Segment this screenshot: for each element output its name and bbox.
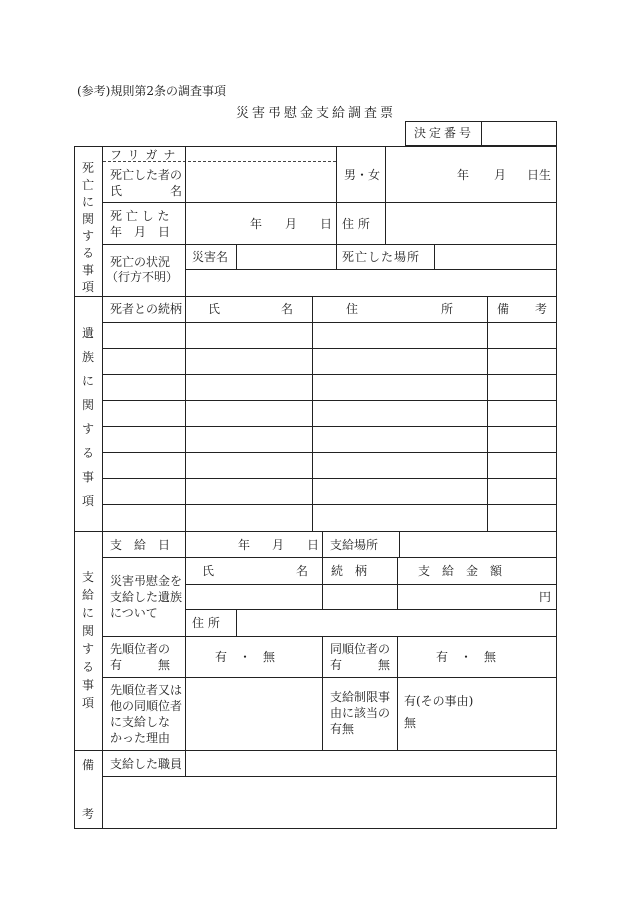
restriction-label-2: 由に該当の [330, 706, 391, 720]
remarks-field[interactable] [103, 777, 555, 827]
pay-month: 月 [272, 538, 285, 552]
family-col-name-2: 名 [281, 302, 294, 316]
sex-choice[interactable]: 男・女 [344, 168, 381, 182]
restriction-value-yes[interactable]: 有(その事由) [404, 694, 474, 708]
prior-rank-label-1: 先順位者の [110, 642, 171, 656]
pay-year: 年 [238, 538, 251, 552]
recipient-col-name-1: 氏 [202, 564, 215, 578]
decision-number-field[interactable] [482, 122, 556, 145]
yen-unit: 円 [539, 590, 552, 604]
pay-date-label: 支 給 日 [110, 538, 171, 552]
recipient-relation-field[interactable] [323, 585, 396, 608]
recipient-label-2: 支給した遺族 [110, 590, 183, 604]
birth-month: 月 [494, 168, 507, 182]
furigana-label: フリガナ [110, 148, 182, 162]
deceased-name-label-2: 氏 名 [110, 184, 183, 198]
same-rank-label-2: 有 無 [330, 658, 391, 672]
amount-field[interactable] [398, 585, 533, 608]
death-month: 月 [285, 217, 298, 231]
furigana-field[interactable] [186, 147, 335, 160]
pay-day: 日 [307, 538, 320, 552]
recipient-name-field[interactable] [186, 585, 321, 608]
reason-label-1: 先順位者又は [110, 683, 183, 697]
paying-staff-label: 支給した職員 [110, 757, 183, 771]
recipient-label-3: について [110, 606, 158, 620]
prior-rank-choice[interactable]: 有 ・ 無 [215, 650, 276, 664]
deceased-name-field[interactable] [186, 163, 335, 201]
same-rank-choice[interactable]: 有 ・ 無 [436, 650, 497, 664]
restriction-label-3: 有無 [330, 722, 355, 736]
recipient-col-relation: 続 柄 [331, 564, 368, 578]
reason-label-2: 他の同順位者 [110, 699, 183, 713]
death-place-field[interactable] [435, 245, 555, 268]
deceased-name-label-1: 死亡した者の [110, 168, 183, 182]
decision-number-label: 決定番号 [414, 126, 475, 140]
remarks-label-2: 考 [82, 807, 95, 821]
family-section-label: 遺族に関する事項 [81, 326, 94, 508]
death-section-label: 死亡に関する事項 [81, 161, 94, 294]
address-label: 住 所 [342, 217, 370, 231]
disaster-name-label: 災害名 [192, 250, 229, 264]
restriction-value-no[interactable]: 無 [404, 716, 417, 730]
birth-year: 年 [457, 168, 470, 182]
form-title: 災害弔慰金支給調査票 [236, 106, 397, 121]
death-date-label-1: 死 亡 し た [110, 209, 170, 223]
recipient-col-amount: 支 給 金 額 [418, 564, 503, 578]
reason-label-4: かった理由 [110, 731, 171, 745]
reason-field[interactable] [186, 678, 321, 749]
restriction-label-1: 支給制限事 [330, 690, 391, 704]
death-status-label-2: （行方不明） [106, 270, 179, 284]
family-col-address-1: 住 [346, 302, 359, 316]
remarks-label-1: 備 [82, 758, 95, 772]
family-col-relation: 死者との続柄 [110, 302, 183, 316]
same-rank-label-1: 同順位者の [330, 642, 391, 656]
death-place-label: 死亡した場所 [342, 250, 421, 264]
recipient-label-1: 災害弔慰金を [110, 574, 183, 588]
death-status-label-1: 死亡の状況 [110, 255, 171, 269]
address-field[interactable] [386, 203, 556, 243]
pay-place-field[interactable] [400, 532, 555, 556]
pay-place-label: 支給場所 [330, 538, 379, 552]
birth-day: 日生 [527, 168, 552, 182]
reason-label-3: に支給しな [110, 715, 171, 729]
paying-staff-field[interactable] [186, 751, 555, 775]
family-col-name-1: 氏 [208, 302, 221, 316]
reference-note: (参考)規則第2条の調査事項 [77, 84, 226, 98]
death-day: 日 [320, 217, 333, 231]
family-col-address-2: 所 [441, 302, 454, 316]
death-date-label-2: 年 月 日 [110, 225, 171, 239]
payment-section-label: 支給に関する事項 [81, 570, 94, 710]
disaster-name-field[interactable] [237, 245, 335, 268]
family-col-note-2: 考 [535, 302, 548, 316]
recipient-address-label: 住 所 [192, 616, 220, 630]
recipient-col-name-2: 名 [296, 564, 309, 578]
prior-rank-label-2: 有 無 [110, 658, 171, 672]
death-year: 年 [250, 217, 263, 231]
recipient-address-field[interactable] [237, 611, 555, 636]
family-col-note-1: 備 [497, 302, 510, 316]
